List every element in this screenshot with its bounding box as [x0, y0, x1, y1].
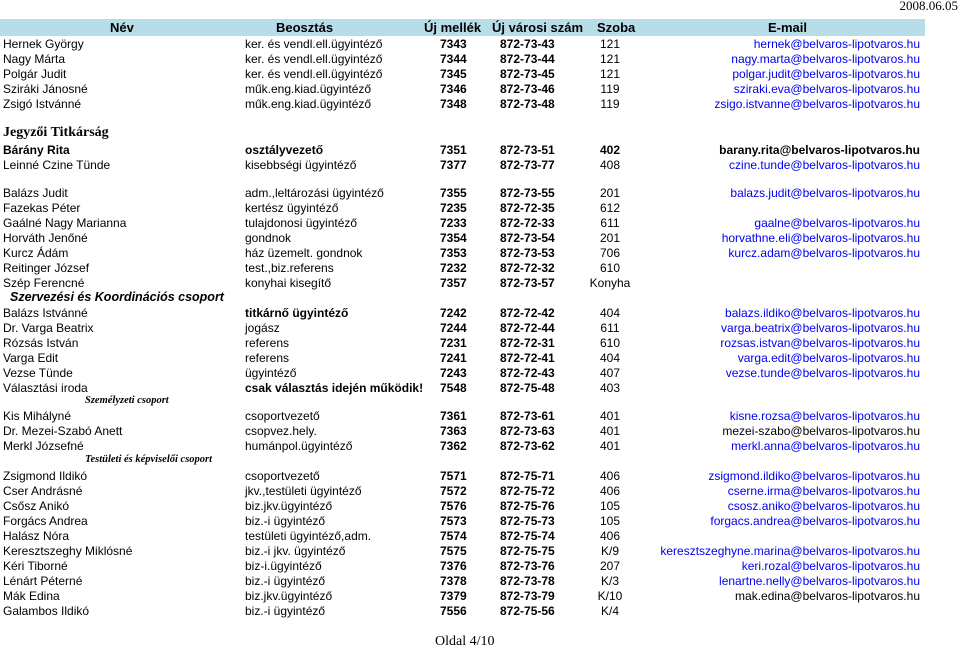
table-row: [0, 276, 960, 291]
cell-room: 105: [599, 499, 621, 513]
header-position: Beosztás: [276, 20, 334, 35]
cell-email[interactable]: hernek@belvaros-lipotvaros.hu: [753, 37, 920, 51]
table-row: [0, 201, 960, 216]
cell-tel: 872-73-53: [500, 246, 555, 260]
cell-name: Csősz Anikó: [3, 499, 70, 513]
cell-name: Galambos Ildikó: [3, 604, 90, 618]
cell-pos: titkárnő ügyintéző: [245, 306, 349, 320]
cell-ext: 7548: [440, 381, 467, 395]
cell-name: Keresztszeghy Miklósné: [3, 544, 133, 558]
cell-ext: 7242: [440, 306, 467, 320]
cell-name: Zsigó Istvánné: [3, 97, 82, 111]
cell-ext: 7574: [440, 529, 467, 543]
cell-pos: gondnok: [245, 231, 292, 245]
cell-name: Szép Ferencné: [3, 276, 85, 290]
header-email: E-mail: [768, 20, 808, 35]
cell-tel: 872-75-74: [500, 529, 555, 543]
cell-name: Merkl Józsefné: [3, 439, 84, 453]
cell-pos: csak választás idején működik!: [245, 381, 424, 395]
cell-pos: biz.jkv.ügyintéző: [245, 499, 333, 513]
cell-email[interactable]: mak.edina@belvaros-lipotvaros.hu: [735, 589, 920, 603]
cell-email[interactable]: lenartne.nelly@belvaros-lipotvaros.hu: [719, 574, 920, 588]
cell-name: Bárány Rita: [3, 143, 70, 157]
cell-name: Balázs Istvánné: [3, 306, 88, 320]
cell-pos: ker. és vendl.ell.ügyintéző: [245, 67, 383, 81]
cell-room: 406: [599, 484, 621, 498]
cell-room: 119: [600, 97, 620, 111]
cell-email[interactable]: balazs.judit@belvaros-lipotvaros.hu: [730, 186, 920, 200]
cell-pos: csoportvezető: [245, 409, 320, 423]
table-row: [0, 97, 960, 112]
table-row: [0, 158, 960, 173]
cell-name: Kis Mihályné: [3, 409, 72, 423]
cell-pos: konyhai kisegítő: [245, 276, 332, 290]
cell-name: Rózsás István: [3, 336, 79, 350]
cell-ext: 7357: [440, 276, 467, 290]
cell-tel: 872-73-61: [500, 409, 555, 423]
cell-tel: 872-72-41: [500, 351, 555, 365]
cell-ext: 7348: [440, 97, 467, 111]
cell-room: 407: [599, 366, 621, 380]
cell-name: Lénárt Péterné: [3, 574, 83, 588]
cell-tel: 872-73-79: [500, 589, 555, 603]
cell-email[interactable]: kurcz.adam@belvaros-lipotvaros.hu: [728, 246, 920, 260]
cell-pos: biz.-i jkv. ügyintéző: [245, 544, 346, 558]
cell-ext: 7231: [440, 336, 467, 350]
table-row: [0, 604, 960, 619]
cell-tel: 872-73-43: [500, 37, 555, 51]
cell-ext: 7345: [440, 67, 467, 81]
section-szemelyzeti: Személyzeti csoport: [85, 395, 169, 406]
cell-pos: csopvez.hely.: [245, 424, 317, 438]
cell-room: 403: [599, 381, 621, 395]
page-number: Oldal 4/10: [435, 634, 495, 649]
cell-email[interactable]: nagy.marta@belvaros-lipotvaros.hu: [731, 52, 920, 66]
cell-ext: 7353: [440, 246, 467, 260]
cell-name: Zsigmond Ildikó: [3, 469, 88, 483]
cell-tel: 872-75-73: [500, 514, 555, 528]
cell-name: Dr. Mezei-Szabó Anett: [3, 424, 123, 438]
cell-ext: 7361: [440, 409, 467, 423]
cell-name: Kéri Tiborné: [3, 559, 68, 573]
cell-pos: kertész ügyintéző: [245, 201, 339, 215]
table-row: [0, 231, 960, 246]
cell-ext: 7243: [440, 366, 467, 380]
cell-tel: 872-75-71: [500, 469, 555, 483]
cell-name: Halász Nóra: [3, 529, 70, 543]
cell-ext: 7576: [440, 499, 467, 513]
cell-email[interactable]: keresztszeghyne.marina@belvaros-lipotvaros.hu: [660, 544, 920, 558]
cell-tel: 872-72-43: [500, 366, 555, 380]
table-row: [0, 439, 960, 454]
cell-tel: 872-72-32: [500, 261, 555, 275]
table-row: [0, 321, 960, 336]
cell-name: Horváth Jenőné: [3, 231, 88, 245]
cell-email[interactable]: gaalne@belvaros-lipotvaros.hu: [754, 216, 920, 230]
cell-pos: biz.-i ügyintéző: [245, 604, 326, 618]
cell-name: Sziráki Jánosné: [3, 82, 88, 96]
cell-pos: ügyintéző: [245, 366, 297, 380]
print-date: 2008.06.05: [899, 0, 958, 13]
table-row: [0, 544, 960, 559]
cell-email[interactable]: varga.edit@belvaros-lipotvaros.hu: [737, 351, 920, 365]
cell-room: 406: [599, 529, 621, 543]
table-row: [0, 186, 960, 201]
cell-pos: ker. és vendl.ell.ügyintéző: [245, 37, 383, 51]
cell-name: Hernek György: [3, 37, 84, 51]
cell-ext: 7376: [440, 559, 467, 573]
cell-ext: 7241: [440, 351, 467, 365]
cell-room: K/4: [600, 604, 619, 618]
cell-email[interactable]: keri.rozal@belvaros-lipotvaros.hu: [741, 559, 920, 573]
cell-tel: 872-73-51: [500, 143, 555, 157]
cell-name: Mák Edina: [3, 589, 60, 603]
cell-tel: 872-73-77: [500, 158, 555, 172]
cell-room: 404: [599, 351, 621, 365]
cell-name: Forgács Andrea: [3, 514, 88, 528]
table-row: [0, 381, 960, 396]
cell-room: 610: [599, 261, 621, 275]
cell-ext: 7235: [440, 201, 467, 215]
table-row: [0, 469, 960, 484]
cell-tel: 872-73-46: [500, 82, 555, 96]
cell-room: 401: [599, 424, 621, 438]
cell-name: Gaálné Nagy Marianna: [3, 216, 127, 230]
cell-name: Vezse Tünde: [3, 366, 73, 380]
cell-name: Cser Andrásné: [3, 484, 83, 498]
table-row: [0, 529, 960, 544]
cell-room: 406: [599, 469, 621, 483]
cell-tel: 872-73-48: [500, 97, 555, 111]
cell-room: 121: [599, 37, 621, 51]
table-row: [0, 67, 960, 82]
cell-tel: 872-73-57: [500, 276, 555, 290]
cell-name: Polgár Judit: [3, 67, 67, 81]
cell-email[interactable]: polgar.judit@belvaros-lipotvaros.hu: [732, 67, 920, 81]
table-row: [0, 261, 960, 276]
cell-tel: 872-73-54: [500, 231, 555, 245]
cell-ext: 7572: [440, 484, 467, 498]
cell-ext: 7354: [440, 231, 467, 245]
table-row: [0, 424, 960, 439]
cell-ext: 7344: [440, 52, 467, 66]
section-testuleti: Testületi és képviselői csoport: [85, 454, 213, 465]
cell-email[interactable]: horvathne.eli@belvaros-lipotvaros.hu: [721, 231, 920, 245]
cell-ext: 7377: [440, 158, 467, 172]
cell-pos: ker. és vendl.ell.ügyintéző: [245, 52, 383, 66]
cell-pos: osztályvezető: [245, 143, 324, 157]
cell-name: Balázs Judit: [3, 186, 68, 200]
cell-name: Varga Edit: [3, 351, 59, 365]
cell-room: 105: [599, 514, 621, 528]
cell-email[interactable]: merkl.anna@belvaros-lipotvaros.hu: [731, 439, 920, 453]
cell-name: Leinné Czine Tünde: [3, 158, 111, 172]
table-row: [0, 143, 960, 158]
cell-tel: 872-72-44: [500, 321, 555, 335]
cell-room: Konyha: [589, 276, 631, 290]
cell-pos: jkv.,testületi ügyintéző: [245, 484, 362, 498]
cell-tel: 872-72-31: [500, 336, 555, 350]
cell-room: 201: [599, 231, 621, 245]
table-row: [0, 351, 960, 366]
cell-ext: 7573: [440, 514, 467, 528]
cell-pos: referens: [245, 351, 290, 365]
cell-tel: 872-75-76: [500, 499, 555, 513]
cell-pos: csoportvezető: [245, 469, 320, 483]
table-row: [0, 484, 960, 499]
cell-pos: ház üzemelt. gondnok: [245, 246, 363, 260]
cell-room: 401: [599, 439, 621, 453]
cell-name: Kurcz Ádám: [3, 246, 69, 260]
cell-email[interactable]: kisne.rozsa@belvaros-lipotvaros.hu: [729, 409, 920, 423]
cell-ext: 7571: [440, 469, 467, 483]
cell-pos: műk.eng.kiad.ügyintéző: [245, 82, 372, 96]
cell-tel: 872-75-75: [500, 544, 555, 558]
cell-room: K/10: [597, 589, 623, 603]
table-row: [0, 574, 960, 589]
table-row: [0, 336, 960, 351]
table-row: [0, 499, 960, 514]
cell-tel: 872-73-45: [500, 67, 555, 81]
cell-pos: referens: [245, 336, 290, 350]
cell-tel: 872-73-44: [500, 52, 555, 66]
cell-room: 207: [599, 559, 621, 573]
cell-ext: 7556: [440, 604, 467, 618]
cell-name: Választási iroda: [3, 381, 88, 395]
cell-pos: tulajdonosi ügyintéző: [245, 216, 358, 230]
cell-tel: 872-75-56: [500, 604, 555, 618]
cell-tel: 872-75-72: [500, 484, 555, 498]
cell-name: Reitinger József: [3, 261, 90, 275]
cell-email[interactable]: varga.beatrix@belvaros-lipotvaros.hu: [721, 321, 920, 335]
cell-name: Nagy Márta: [3, 52, 66, 66]
cell-room: 610: [599, 336, 621, 350]
cell-tel: 872-75-48: [500, 381, 555, 395]
header-ext: Új mellék: [424, 20, 482, 35]
cell-pos: test.,biz.referens: [245, 261, 334, 275]
cell-ext: 7378: [440, 574, 467, 588]
cell-email[interactable]: forgacs.andrea@belvaros-lipotvaros.hu: [710, 514, 920, 528]
cell-room: 611: [600, 321, 620, 335]
cell-ext: 7343: [440, 37, 467, 51]
cell-name: Fazekas Péter: [3, 201, 81, 215]
cell-pos: kisebbségi ügyintéző: [245, 158, 357, 172]
cell-room: 408: [599, 158, 621, 172]
table-row: [0, 409, 960, 424]
cell-ext: 7363: [440, 424, 467, 438]
cell-email[interactable]: zsigmond.ildiko@belvaros-lipotvaros.hu: [708, 469, 920, 483]
cell-email[interactable]: rozsas.istvan@belvaros-lipotvaros.hu: [720, 336, 920, 350]
header-phone: Új városi szám: [492, 20, 584, 35]
cell-tel: 872-73-62: [500, 439, 555, 453]
cell-room: 401: [599, 409, 621, 423]
cell-email[interactable]: vezse.tunde@belvaros-lipotvaros.hu: [725, 366, 920, 380]
table-row: [0, 246, 960, 261]
cell-ext: 7575: [440, 544, 467, 558]
cell-pos: humánpol.ügyintéző: [245, 439, 353, 453]
cell-email[interactable]: mezei-szabo@belvaros-lipotvaros.hu: [722, 424, 920, 438]
cell-pos: műk.eng.kiad.ügyintéző: [245, 97, 372, 111]
cell-ext: 7379: [440, 589, 467, 603]
cell-tel: 872-73-63: [500, 424, 555, 438]
table-row: [0, 306, 960, 321]
cell-ext: 7232: [440, 261, 467, 275]
cell-tel: 872-73-55: [500, 186, 555, 200]
cell-ext: 7351: [440, 143, 467, 157]
cell-email[interactable]: csosz.aniko@belvaros-lipotvaros.hu: [727, 499, 920, 513]
cell-room: K/3: [600, 574, 619, 588]
table-row: [0, 366, 960, 381]
cell-pos: biz.-i ügyintéző: [245, 514, 326, 528]
cell-room: 706: [599, 246, 621, 260]
cell-room: 201: [599, 186, 621, 200]
cell-room: 402: [599, 143, 621, 157]
cell-room: 121: [599, 67, 621, 81]
table-row: [0, 52, 960, 67]
cell-ext: 7233: [440, 216, 467, 230]
cell-ext: 7362: [440, 439, 467, 453]
cell-email[interactable]: cserne.irma@belvaros-lipotvaros.hu: [727, 484, 920, 498]
cell-ext: 7244: [440, 321, 467, 335]
header-name: Név: [110, 20, 134, 35]
cell-tel: 872-72-42: [500, 306, 555, 320]
cell-pos: jogász: [245, 321, 280, 335]
cell-tel: 872-73-76: [500, 559, 555, 573]
table-row: [0, 514, 960, 529]
cell-room: 121: [599, 52, 621, 66]
cell-tel: 872-72-35: [500, 201, 555, 215]
cell-pos: biz.-i ügyintéző: [245, 574, 326, 588]
cell-pos: adm.,leltározási ügyintéző: [245, 186, 384, 200]
header-room: Szoba: [597, 20, 636, 35]
cell-pos: biz.jkv.ügyintéző: [245, 589, 333, 603]
cell-pos: testületi ügyintéző,adm.: [245, 529, 372, 543]
table-row: [0, 216, 960, 231]
cell-email[interactable]: balazs.ildiko@belvaros-lipotvaros.hu: [725, 306, 920, 320]
cell-room: 611: [600, 216, 620, 230]
section-jegyzoi-titkarsag: Jegyzői Titkárság: [3, 125, 109, 140]
cell-ext: 7355: [440, 186, 467, 200]
cell-email[interactable]: czine.tunde@belvaros-lipotvaros.hu: [729, 158, 920, 172]
cell-tel: 872-72-33: [500, 216, 555, 230]
cell-ext: 7346: [440, 82, 467, 96]
cell-email[interactable]: sziraki.eva@belvaros-lipotvaros.hu: [733, 82, 920, 96]
cell-email[interactable]: zsigo.istvanne@belvaros-lipotvaros.hu: [714, 97, 920, 111]
cell-tel: 872-73-78: [500, 574, 555, 588]
cell-room: 404: [599, 306, 621, 320]
table-row: [0, 82, 960, 97]
cell-email[interactable]: barany.rita@belvaros-lipotvaros.hu: [719, 143, 920, 157]
section-szervezesi: Szervezési és Koordinációs csoport: [10, 290, 224, 304]
table-row: [0, 589, 960, 604]
cell-room: 612: [599, 201, 621, 215]
cell-name: Dr. Varga Beatrix: [3, 321, 94, 335]
table-row: [0, 559, 960, 574]
cell-pos: biz-i.ügyintéző: [245, 559, 322, 573]
cell-room: 119: [600, 82, 620, 96]
cell-room: K/9: [600, 544, 619, 558]
table-row: [0, 37, 960, 52]
